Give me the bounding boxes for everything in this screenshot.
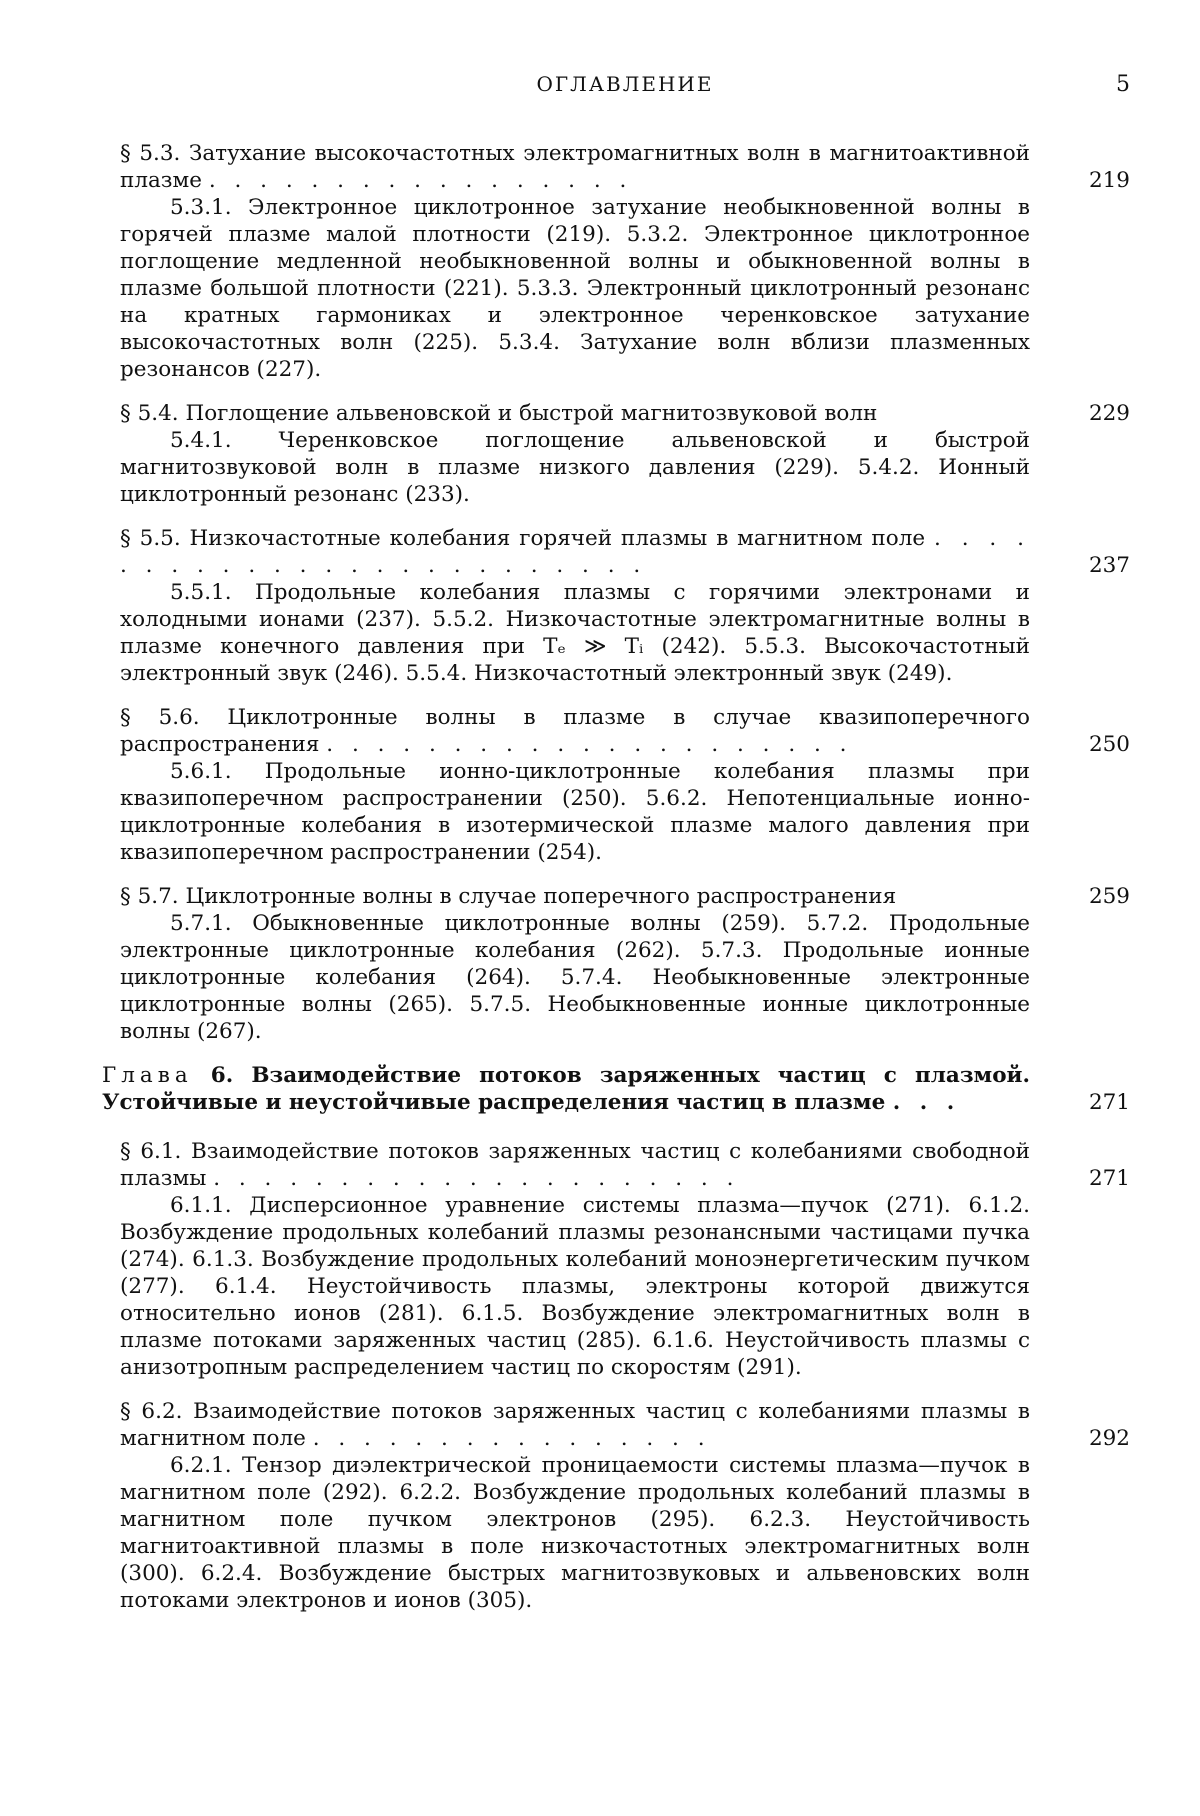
toc-section-title: § 5.3. Затухание высокочастотных электромагнитных волн в магнитоактивной плазме . . . . . . . . . . . . . . . . . — [120, 141, 1030, 193]
toc-entry-5-6 — [120, 704, 1130, 866]
toc-chapter-title: Глава 6. Взаимодействие потоков заряженных частиц с плазмой. Устойчивые и неустойчивые распределения частиц в плазме . . . — [102, 1063, 1030, 1115]
dot-leader: . . . . . . . . . . . . . . . . . . . . . . . . . — [120, 526, 1030, 578]
running-head — [120, 72, 1130, 104]
dot-leader: . . . — [892, 1090, 961, 1115]
toc-subsections: 6.2.1. Тензор диэлектрической проницаемости системы плазма—пучок в магнитном поле (292). 6.2.2. Возбуждение продольных колебаний плазмы в магнитном поле пучком электронов (295). 6.2.3. Неустойчивость магнитоактивной плазмы в поле низкочастотных электромагнитных волн (300). 6.2.4. Возбуждение быстрых магнитозвуковых и альвеновских волн потоками электронов и ионов (305). — [120, 1453, 1030, 1613]
toc-chapter-6 — [102, 1062, 1130, 1116]
toc-section-title: § 6.1. Взаимодействие потоков заряженных частиц с колебаниями свободной плазмы . . . . . . . . . . . . . . . . . . . . . — [120, 1139, 1030, 1191]
toc-entry-5-3 — [120, 140, 1130, 383]
dot-leader: . . . . . . . . . . . . . . . . . — [208, 168, 633, 193]
table-of-contents — [102, 140, 1130, 1631]
toc-subsections: 5.6.1. Продольные ионно-циклотронные колебания плазмы при квазипоперечном распространении (250). 5.6.2. Непотенциальные ионно-циклотронные колебания в изотермической плазме малого давления при квазипоперечном распространении (254). — [120, 759, 1030, 865]
toc-entry-6-1 — [120, 1138, 1130, 1381]
toc-page-number: 292 — [1088, 1426, 1130, 1451]
toc-subsections: 5.4.1. Черенковское поглощение альвеновской и быстрой магнитозвуковой волн в плазме низкого давления (229). 5.4.2. Ионный циклотронный резонанс (233). — [120, 428, 1030, 507]
toc-page-number: 219 — [1088, 168, 1130, 193]
toc-section-title: § 6.2. Взаимодействие потоков заряженных частиц с колебаниями плазмы в магнитном поле . . . . . . . . . . . . . . . . — [120, 1399, 1030, 1451]
toc-entry-5-4 — [120, 400, 1130, 508]
toc-section-title: § 5.4. Поглощение альвеновской и быстрой магнитозвуковой волн — [120, 401, 878, 426]
toc-section-title: § 5.6. Циклотронные волны в плазме в случае квазипоперечного распространения . . . . . . . . . . . . . . . . . . . . . — [120, 705, 1030, 757]
toc-entry-6-2 — [120, 1398, 1130, 1614]
toc-page-number: 237 — [1088, 553, 1130, 578]
toc-page-number: 229 — [1088, 401, 1130, 426]
page-number: 5 — [1116, 72, 1130, 97]
dot-leader: . . . . . . . . . . . . . . . . . . . . . — [213, 1166, 740, 1191]
toc-page-number: 271 — [1088, 1090, 1130, 1115]
dot-leader: . . . . . . . . . . . . . . . . . . . . . — [326, 732, 853, 757]
toc-entry-5-5 — [120, 525, 1130, 687]
toc-entry-5-7 — [120, 883, 1130, 1045]
toc-subsections: 5.5.1. Продольные колебания плазмы с горячими электронами и холодными ионами (237). 5.5.2. Низкочастотные электромагнитные волны в плазме конечного давления при Tₑ ≫ Tᵢ (242). 5.5.3. Высокочастотный электронный звук (246). 5.5.4. Низкочастотный электронный звук (249). — [120, 580, 1030, 686]
running-title: ОГЛАВЛЕНИЕ — [536, 72, 714, 96]
toc-page-number: 259 — [1088, 884, 1130, 909]
chapter-label: Глава — [102, 1063, 193, 1088]
toc-section-title: § 5.7. Циклотронные волны в случае поперечного распространения — [120, 884, 897, 909]
toc-subsections: 6.1.1. Дисперсионное уравнение системы плазма—пучок (271). 6.1.2. Возбуждение продольных колебаний плазмы резонансными частицами пучка (274). 6.1.3. Возбуждение продольных колебаний моноэнергетическим пучком (277). 6.1.4. Неустойчивость плазмы, электроны которой движутся относительно ионов (281). 6.1.5. Возбуждение электромагнитных волн в плазме потоками заряженных частиц (285). 6.1.6. Неустойчивость плазмы с анизотропным распределением частиц по скоростям (291). — [120, 1193, 1030, 1380]
toc-page-number: 250 — [1088, 732, 1130, 757]
toc-section-title: § 5.5. Низкочастотные колебания горячей плазмы в магнитном поле . . . . . . . . . . . . . . . . . . . . . . . . . — [120, 526, 1030, 578]
dot-leader: . . . . . . . . . . . . . . . . — [312, 1426, 711, 1451]
toc-page-number: 271 — [1088, 1166, 1130, 1191]
toc-subsections: 5.7.1. Обыкновенные циклотронные волны (259). 5.7.2. Продольные электронные циклотронные колебания (262). 5.7.3. Продольные ионные циклотронные колебания (264). 5.7.4. Необыкновенные электронные циклотронные волны (265). 5.7.5. Необыкновенные ионные циклотронные волны (267). — [120, 911, 1030, 1044]
toc-subsections: 5.3.1. Электронное циклотронное затухание необыкновенной волны в горячей плазме малой плотности (219). 5.3.2. Электронное циклотронное поглощение медленной необыкновенной волны и обыкновенной волны в плазме большой плотности (221). 5.3.3. Электронный циклотронный резонанс на кратных гармониках и электронное черенковское затухание высокочастотных волн (225). 5.3.4. Затухание волн вблизи плазменных резонансов (227). — [120, 195, 1030, 382]
